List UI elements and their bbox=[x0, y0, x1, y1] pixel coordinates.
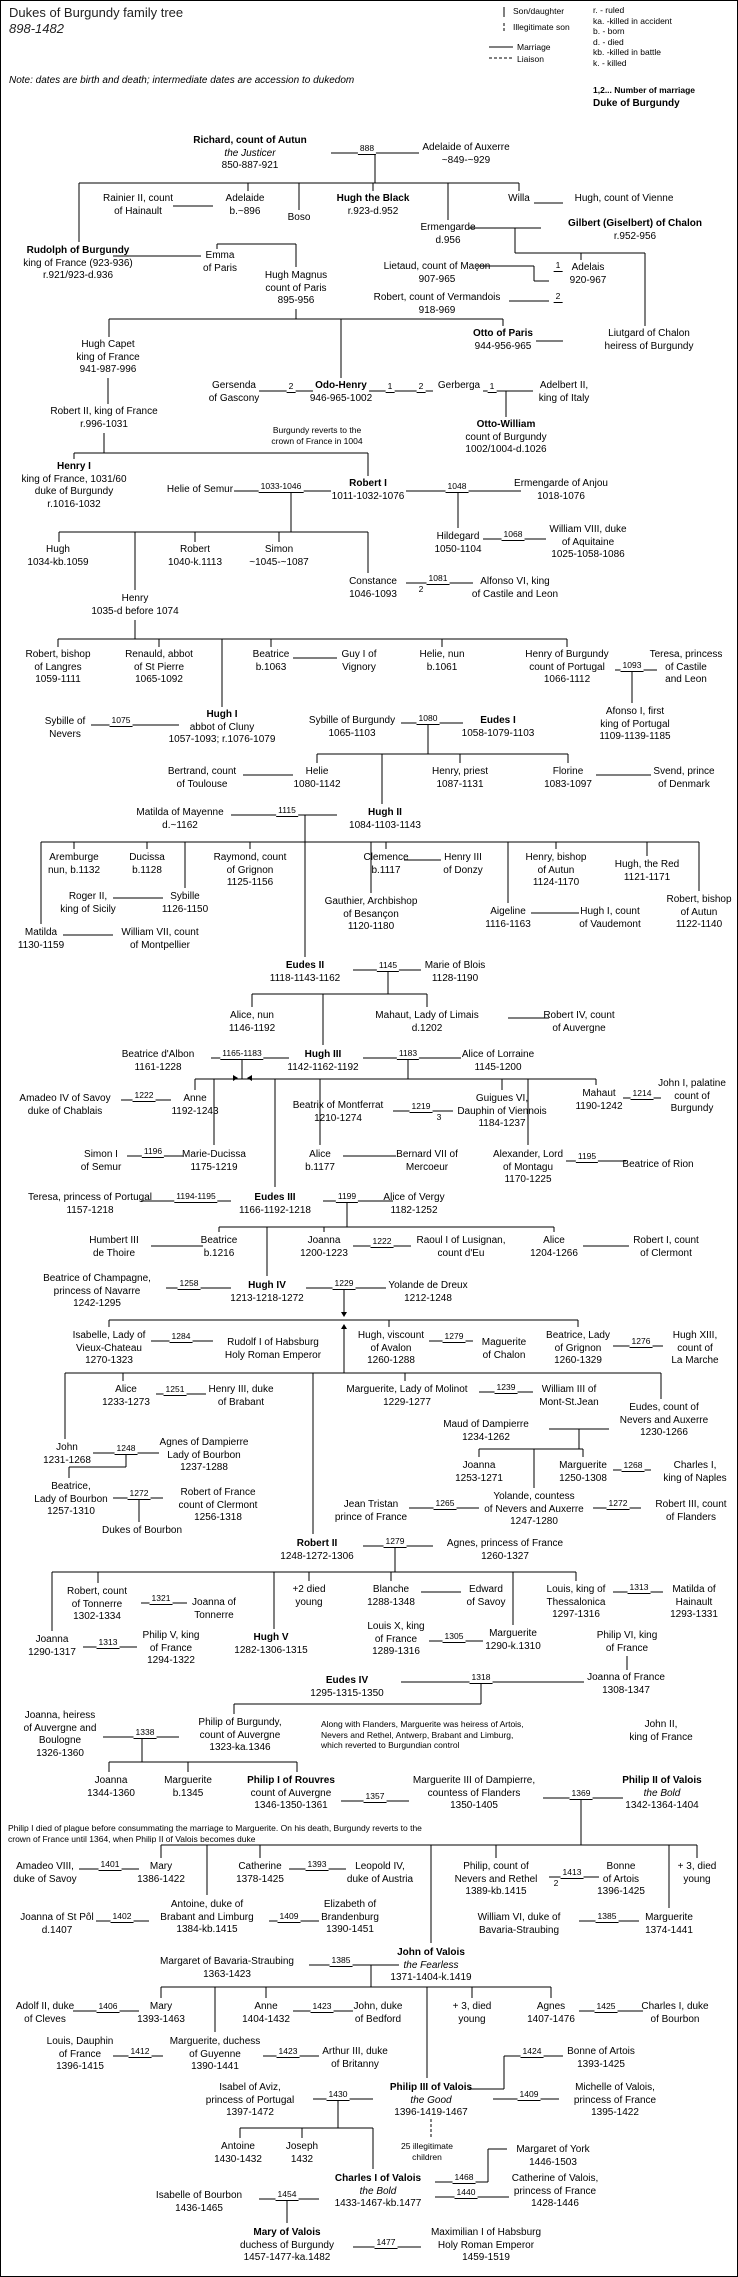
legend-abbrev: r. - ruled ka. -killed in accident b. - born d. - died kb. -killed in battle k. - killed bbox=[593, 5, 672, 68]
marriage-year-label: 1165-1183 bbox=[222, 1048, 262, 1058]
robert-bishop-langres: Robert, bishop of Langres 1059-1111 bbox=[25, 649, 91, 685]
marriage-year-label: 888 bbox=[359, 143, 375, 153]
marriage-year-label: 1222 bbox=[134, 1090, 154, 1100]
gauthier: Gauthier, Archbishop of Besançon 1120-1180 bbox=[324, 896, 418, 932]
rudolf-habsburg: Rudolf I of Habsburg Holy Roman Emperor bbox=[224, 1337, 322, 1361]
margaret-of-york: Margaret of York 1446-1503 bbox=[516, 2144, 590, 2168]
henry-1035: Henry 1035-d before 1074 bbox=[91, 593, 179, 617]
gilbert-of-chalon: Gilbert (Giselbert) of Chalon r.952-956 bbox=[568, 218, 702, 242]
matilda-of-mayenne: Matilda of Mayenne d.~1162 bbox=[136, 807, 224, 831]
philip-i-rouvres: Philip I of Rouvres count of Auvergne 1346-1350-1361 bbox=[247, 1775, 335, 1811]
hugh-ii: Hugh II 1084-1103-1143 bbox=[349, 807, 421, 831]
marriage-year-label: 1406 bbox=[98, 2001, 118, 2011]
marriage-year-label: 2 bbox=[418, 584, 424, 594]
boso: Boso bbox=[287, 212, 311, 223]
marriage-year-label: 1214 bbox=[632, 1088, 652, 1098]
legend-number-of-marriage: 1,2... Number of marriage bbox=[593, 85, 696, 95]
louis-thessalonica: Louis, king of Thessalonica 1297-1316 bbox=[546, 1584, 606, 1620]
plus3-died-young-b: + 3, died young bbox=[452, 2001, 492, 2025]
henry-iii-donzy: Henry III of Donzy bbox=[443, 852, 483, 876]
robert-i-clermont: Robert I, count of Clermont bbox=[633, 1235, 699, 1259]
rainier-ii: Rainier II, count of Hainault bbox=[102, 193, 174, 217]
john-of-valois: John of Valois the Fearless 1371-1404-k.1419 bbox=[390, 1947, 472, 1983]
page-title: Dukes of Burgundy family tree bbox=[9, 5, 184, 20]
robert-vermandois: Robert, count of Vermandois 918-969 bbox=[373, 292, 501, 316]
afonso-i: Afonso I, first king of Portugal 1109-1139-1185 bbox=[599, 706, 671, 742]
marriage-year-label: 1075 bbox=[111, 715, 131, 725]
marriage-year-label: 1115 bbox=[278, 805, 296, 815]
marriage-year-label: 1477 bbox=[376, 2237, 396, 2247]
alice-1233: Alice 1233-1273 bbox=[102, 1384, 150, 1408]
willa: Willa bbox=[508, 193, 530, 204]
marriage-year-label: 1 bbox=[489, 381, 495, 391]
marriage-year-label: 1048 bbox=[447, 481, 467, 491]
marriage-year-label: 1321 bbox=[151, 1593, 171, 1603]
marriage-year-label: 1265 bbox=[435, 1498, 455, 1508]
robert-bishop-autun: Robert, bishop of Autun 1122-1140 bbox=[666, 894, 732, 930]
joseph-1432: Joseph 1432 bbox=[285, 2141, 319, 2165]
marriage-year-label: 1068 bbox=[503, 529, 523, 539]
anne-1192: Anne 1192-1243 bbox=[171, 1093, 219, 1117]
hugh-magnus: Hugh Magnus count of Paris 895-956 bbox=[264, 270, 328, 306]
isabelle-vieux-chateau: Isabelle, Lady of Vieux-Chateau 1270-1323 bbox=[72, 1330, 146, 1366]
mahaut-limais: Mahaut, Lady of Limais d.1202 bbox=[375, 1010, 479, 1034]
louis-dauphin: Louis, Dauphin of France 1396-1415 bbox=[46, 2036, 114, 2072]
maximilian-i: Maximilian I of Habsburg Holy Roman Emperor 1459-1519 bbox=[430, 2227, 542, 2263]
footnote-dates: Note: dates are birth and death; intermediate dates are accession to dukedom bbox=[9, 75, 355, 86]
philip-iii-valois: Philip III of Valois the Good 1396-1419-1467 bbox=[389, 2082, 473, 2118]
marriage-year-label: 1357 bbox=[365, 1791, 385, 1801]
lietaud: Lietaud, count of Maçon 907-965 bbox=[383, 261, 491, 285]
robert-iv-auvergne: Robert IV, count of Auvergne bbox=[543, 1010, 615, 1034]
charles-i-bourbon: Charles I, duke of Bourbon bbox=[641, 2001, 709, 2025]
liutgard-of-chalon: Liutgard of Chalon heiress of Burgundy bbox=[604, 328, 694, 352]
joanna-1200: Joanna 1200-1223 bbox=[300, 1235, 348, 1259]
marriage-year-label: 1239 bbox=[496, 1382, 516, 1392]
ermengarde-d956: Ermengarde d.956 bbox=[420, 222, 476, 246]
marriage-year-label: 1313 bbox=[98, 1637, 118, 1647]
amadeo-iv-savoy: Amadeo IV of Savoy duke of Chablais bbox=[19, 1093, 111, 1117]
leopold-iv: Leopold IV, duke of Austria bbox=[346, 1861, 414, 1885]
joanna-1344: Joanna 1344-1360 bbox=[87, 1775, 135, 1799]
mahaut-1190: Mahaut 1190-1242 bbox=[575, 1088, 623, 1112]
marguerite-1250: Marguerite 1250-1308 bbox=[559, 1460, 607, 1484]
marriage-year-label: 2 bbox=[288, 381, 294, 391]
marriage-year-label: 1423 bbox=[312, 2001, 332, 2011]
william-viii: William VIII, duke of Aquitaine 1025-1058-1086 bbox=[549, 524, 627, 560]
alice-1204: Alice 1204-1266 bbox=[530, 1235, 578, 1259]
marriage-year-label: 3 bbox=[436, 1112, 442, 1122]
joanna-of-st-pol: Joanna of St Pôl d.1407 bbox=[20, 1912, 94, 1936]
marriage-year-label: 1409 bbox=[519, 2089, 539, 2099]
aigeline: Aigeline 1116-1163 bbox=[485, 906, 531, 930]
alice-nun: Alice, nun 1146-1192 bbox=[228, 1010, 276, 1034]
marriage-year-label: 1 bbox=[555, 260, 561, 270]
michelle-of-valois: Michelle of Valois, princess of France 1395-1422 bbox=[573, 2082, 657, 2118]
john-1231: John 1231-1268 bbox=[43, 1442, 91, 1466]
joanna-of-tonnerre: Joanna of Tonnerre bbox=[192, 1597, 236, 1621]
marriage-year-label: 1183 bbox=[398, 1048, 418, 1058]
marriage-year-label: 1338 bbox=[135, 1727, 155, 1737]
elizabeth-brandenburg: Elizabeth of Brandenburg 1390-1451 bbox=[321, 1899, 379, 1935]
bonne-of-artois-1393: Bonne of Artois 1393-1425 bbox=[567, 2046, 635, 2070]
eudes-iii: Eudes III 1166-1192-1218 bbox=[239, 1192, 311, 1216]
marie-ducissa: Marie-Ducissa 1175-1219 bbox=[182, 1149, 246, 1173]
alice-of-vergy: Alice of Vergy 1182-1252 bbox=[383, 1192, 445, 1216]
rudolph-of-burgundy: Rudolph of Burgundy king of France (923-936) r.921/923-d.936 bbox=[23, 245, 133, 281]
marriage-year-label: 1199 bbox=[337, 1191, 357, 1201]
dukes-of-bourbon: Dukes of Bourbon bbox=[101, 1525, 183, 1536]
marriage-year-label: 1401 bbox=[100, 1859, 120, 1869]
charles-i-naples: Charles I, king of Naples bbox=[663, 1460, 727, 1484]
ducissa: Ducissa b.1128 bbox=[129, 852, 165, 876]
beatrice-champagne: Beatrice of Champagne, princess of Navarre 1242-1295 bbox=[43, 1273, 151, 1309]
marriage-year-label: 1194-1195 bbox=[176, 1191, 216, 1201]
marriage-year-label: 1272 bbox=[608, 1498, 628, 1508]
renauld-abbot: Renauld, abbot of St Pierre 1065-1092 bbox=[125, 649, 193, 685]
helie-of-semur: Helie of Semur bbox=[166, 484, 234, 495]
helie-nun: Helie, nun b.1061 bbox=[419, 649, 465, 673]
marriage-year-label: 1412 bbox=[130, 2046, 150, 2056]
marriage-year-label: 1385 bbox=[597, 1911, 617, 1921]
plus3-died-young-a: + 3, died young bbox=[677, 1861, 717, 1885]
joanna-1253: Joanna 1253-1271 bbox=[455, 1460, 503, 1484]
hugh-count-vienne: Hugh, count of Vienne bbox=[574, 193, 674, 204]
mary-1393: Mary 1393-1463 bbox=[137, 2001, 185, 2025]
richard-count-autun: Richard, count of Autun the Justicer 850-887-921 bbox=[193, 135, 307, 171]
robert-iii-flanders: Robert III, count of Flanders bbox=[655, 1499, 727, 1523]
marriage-year-label: 1033-1046 bbox=[260, 481, 302, 491]
marriage-year-label: 1313 bbox=[629, 1582, 649, 1592]
william-iii-mont-st-jean: William III of Mont-St.Jean bbox=[539, 1384, 599, 1408]
hugh-iii: Hugh III 1142-1162-1192 bbox=[287, 1049, 359, 1073]
marriage-year-label: 1195 bbox=[577, 1151, 597, 1161]
hugh-i-vaudemont: Hugh I, count of Vaudemont bbox=[579, 906, 641, 930]
robert-ii: Robert II 1248-1272-1306 bbox=[280, 1538, 354, 1562]
william-vi-bavaria: William VI, duke of Bavaria-Straubing bbox=[477, 1912, 561, 1936]
marriage-year-label: 1248 bbox=[116, 1443, 136, 1453]
marriage-year-label: 1423 bbox=[278, 2046, 298, 2056]
marriage-year-label: 2 bbox=[553, 1878, 559, 1888]
marriage-year-label: 1272 bbox=[129, 1488, 149, 1498]
simon-i-semur: Simon I of Semur bbox=[80, 1149, 122, 1173]
marriage-year-label: 1440 bbox=[456, 2187, 476, 2197]
guy-i-vignory: Guy I of Vignory bbox=[341, 649, 377, 673]
beatrice-b1063: Beatrice b.1063 bbox=[252, 649, 290, 673]
marriage-year-label: 1093 bbox=[622, 660, 642, 670]
bonne-of-artois-1396: Bonne of Artois 1396-1425 bbox=[597, 1861, 645, 1897]
charles-i-valois: Charles I of Valois the Bold 1433-1467-kb.1477 bbox=[334, 2173, 422, 2209]
beatrice-b1216: Beatrice b.1216 bbox=[200, 1235, 238, 1259]
legend-marriage: Marriage bbox=[517, 42, 551, 52]
marriage-year-label: 1268 bbox=[623, 1460, 643, 1470]
florine: Florine 1083-1097 bbox=[544, 766, 592, 790]
hugh-kb1059: Hugh 1034-kb.1059 bbox=[27, 544, 89, 568]
marguerite-guyenne: Marguerite, duchess of Guyenne 1390-1441 bbox=[169, 2036, 261, 2072]
bertrand-toulouse: Bertrand, count of Toulouse bbox=[167, 766, 237, 790]
henry-priest: Henry, priest 1087-1131 bbox=[432, 766, 488, 790]
clemence: Clemence b.1117 bbox=[363, 852, 409, 876]
marriage-year-label: 1276 bbox=[631, 1336, 651, 1346]
mary-1386: Mary 1386-1422 bbox=[137, 1861, 185, 1885]
maud-of-dampierre: Maud of Dampierre 1234-1262 bbox=[443, 1419, 529, 1443]
marriage-year-label: 1413 bbox=[562, 1867, 582, 1877]
marriage-year-label: 1279 bbox=[444, 1331, 464, 1341]
marriage-year-label: 1305 bbox=[444, 1631, 464, 1641]
bernard-vii: Bernard VII of Mercoeur bbox=[396, 1149, 458, 1173]
matilda-of-hainault: Matilda of Hainault 1293-1331 bbox=[670, 1584, 718, 1620]
marriage-year-label: 1468 bbox=[454, 2172, 474, 2182]
teresa-of-portugal: Teresa, princess of Portugal 1157-1218 bbox=[28, 1192, 152, 1216]
philip-ii-valois: Philip II of Valois the Bold 1342-1364-1404 bbox=[622, 1775, 702, 1811]
marriage-year-label: 1219 bbox=[411, 1101, 431, 1111]
marguerite-1374: Marguerite 1374-1441 bbox=[645, 1912, 693, 1936]
marriage-year-label: 1145 bbox=[378, 960, 398, 970]
philip-vi: Philip VI, king of France bbox=[596, 1630, 658, 1654]
odo-henry: Odo-Henry 946-965-1002 bbox=[309, 380, 373, 404]
adelbert-ii: Adelbert II, king of Italy bbox=[538, 380, 590, 404]
adelaide-b896: Adelaide b.~896 bbox=[225, 193, 265, 217]
marriage-year-label: 1385 bbox=[331, 1955, 351, 1965]
marriage-year-label: 1251 bbox=[165, 1384, 185, 1394]
hugh-iv: Hugh IV 1213-1218-1272 bbox=[230, 1280, 304, 1304]
agnes-of-france: Agnes, princess of France 1260-1327 bbox=[446, 1538, 564, 1562]
john-ii-france: John II, king of France bbox=[629, 1719, 693, 1743]
marriage-year-label: 1196 bbox=[143, 1146, 163, 1156]
roger-ii-sicily: Roger II, king of Sicily bbox=[60, 891, 116, 915]
catherine-of-valois: Catherine of Valois, princess of France 1428-1446 bbox=[511, 2173, 599, 2209]
philip-v: Philip V, king of France 1294-1322 bbox=[142, 1630, 200, 1666]
alice-b1177: Alice b.1177 bbox=[305, 1149, 335, 1173]
hugh-the-black: Hugh the Black r.923-d.952 bbox=[336, 193, 410, 217]
sybille-of-nevers: Sybille of Nevers bbox=[44, 716, 86, 740]
marriage-year-label: 1393 bbox=[307, 1859, 327, 1869]
adolf-ii-cleves: Adolf II, duke of Cleves bbox=[15, 2001, 75, 2025]
sybille-of-burgundy: Sybille of Burgundy 1065-1103 bbox=[308, 715, 396, 739]
eudes-ii: Eudes II 1118-1143-1162 bbox=[269, 960, 341, 984]
marriage-year-label: 1284 bbox=[171, 1331, 191, 1341]
philip-of-burgundy: Philip of Burgundy, count of Auvergne 1323-ka.1346 bbox=[198, 1717, 282, 1753]
marguerite-molinot: Marguerite, Lady of Molinot 1229-1277 bbox=[346, 1384, 468, 1408]
margaret-bavaria-straubing: Margaret of Bavaria-Straubing 1363-1423 bbox=[160, 1956, 294, 1980]
agnes-of-dampierre: Agnes of Dampierre Lady of Bourbon 1237-1288 bbox=[159, 1437, 249, 1473]
raoul-lusignan: Raoul I of Lusignan, count d'Eu bbox=[416, 1235, 506, 1259]
louis-x: Louis X, king of France 1289-1316 bbox=[367, 1621, 425, 1657]
amadeo-viii: Amadeo VIII, duke of Savoy bbox=[13, 1861, 77, 1885]
marriage-year-label: 2 bbox=[418, 381, 424, 391]
marguerite-1290: Marguerite 1290-k.1310 bbox=[485, 1628, 541, 1652]
marriage-year-label: 1409 bbox=[279, 1911, 299, 1921]
page-subtitle: 898-1482 bbox=[9, 21, 64, 36]
arthur-iii-britanny: Arthur III, duke of Britanny bbox=[322, 2046, 388, 2070]
illegitimate-children: 25 illegitimate children bbox=[401, 2141, 453, 2162]
william-vii: William VII, count of Montpellier bbox=[121, 927, 199, 951]
marguerite-b1345: Marguerite b.1345 bbox=[164, 1775, 212, 1799]
flanders-note: Along with Flanders, Marguerite was heiress of Artois, Nevers and Rethel, Antwerp, Brabant and Limburg, which reverted to Burgundian control bbox=[321, 1719, 524, 1750]
marriage-year-label: 1 bbox=[387, 381, 393, 391]
beatrice-dalbon: Beatrice d'Albon 1161-1228 bbox=[121, 1049, 195, 1073]
marriage-year-label: 1080 bbox=[418, 713, 438, 723]
alexander-montagu: Alexander, Lord of Montagu 1170-1225 bbox=[492, 1149, 564, 1185]
jean-tristan: Jean Tristan prince of France bbox=[334, 1499, 408, 1523]
hugh-avalon: Hugh, viscount of Avalon 1260-1288 bbox=[357, 1330, 425, 1366]
hugh-i: Hugh I abbot of Cluny 1057-1093; r.1076-1079 bbox=[168, 709, 276, 745]
legend-son-daughter: Son/daughter bbox=[513, 6, 565, 16]
philip-nevers-rethel: Philip, count of Nevers and Rethel 1389-kb.1415 bbox=[454, 1861, 538, 1897]
john-i-palatine: John I, palatine count of Burgundy bbox=[658, 1078, 726, 1114]
marriage-year-label: 1454 bbox=[277, 2189, 297, 2199]
robert-k1113: Robert 1040-k.1113 bbox=[167, 544, 223, 568]
beatrice-of-rion: Beatrice of Rion bbox=[622, 1159, 694, 1170]
aremburge: Aremburge nun, b.1132 bbox=[47, 852, 101, 876]
robert-ii-france: Robert II, king of France r.996-1031 bbox=[50, 406, 158, 430]
mary-of-valois: Mary of Valois duchess of Burgundy 1457-1477-ka.1482 bbox=[240, 2227, 334, 2263]
constance: Constance 1046-1093 bbox=[349, 576, 397, 600]
joanna-1290: Joanna 1290-1317 bbox=[28, 1634, 76, 1658]
alfonso-vi: Alfonso VI, king of Castile and Leon bbox=[471, 576, 559, 600]
gersenda: Gersenda of Gascony bbox=[208, 380, 260, 404]
otto-of-paris: Otto of Paris 944-956-965 bbox=[472, 328, 534, 352]
maguerite-of-chalon: Maguerite of Chalon bbox=[481, 1337, 527, 1361]
svend: Svend, prince of Denmark bbox=[653, 766, 715, 790]
hugh-xiii: Hugh XIII, count of La Marche bbox=[671, 1330, 719, 1366]
yolande-de-dreux: Yolande de Dreux 1212-1248 bbox=[388, 1280, 468, 1304]
hildegard: Hildegard 1050-1104 bbox=[434, 531, 482, 555]
eudes-nevers-auxerre: Eudes, count of Nevers and Auxerre 1230-1266 bbox=[619, 1402, 709, 1438]
hugh-capet: Hugh Capet king of France 941-987-996 bbox=[76, 339, 140, 375]
marriage-year-label: 1425 bbox=[596, 2001, 616, 2011]
sybille-1126: Sybille 1126-1150 bbox=[161, 891, 209, 915]
edward-of-savoy: Edward of Savoy bbox=[466, 1584, 506, 1608]
eudes-iv: Eudes IV 1295-1315-1350 bbox=[310, 1675, 384, 1699]
marriage-year-label: 1258 bbox=[179, 1278, 199, 1288]
marriage-year-label: 1081 bbox=[428, 573, 448, 583]
catherine-1378: Catherine 1378-1425 bbox=[236, 1861, 284, 1885]
marriage-year-label: 1318 bbox=[471, 1672, 491, 1682]
emma-of-paris: Emma of Paris bbox=[203, 250, 237, 274]
plague-note: Philip I died of plague before consummating the marriage to Marguerite. On his death, Burgundy reverts to the crown of France until 1364, when Philip II of Valois becomes duke bbox=[8, 1823, 422, 1844]
legend-duke-bold: Duke of Burgundy bbox=[593, 98, 680, 109]
marriage-year-label: 1222 bbox=[372, 1236, 392, 1246]
marriage-year-label: 1229 bbox=[334, 1278, 354, 1288]
isabelle-of-bourbon: Isabelle of Bourbon 1436-1465 bbox=[155, 2190, 243, 2214]
legend-liaison: Liaison bbox=[517, 54, 544, 64]
simon-1045: Simon ~1045-~1087 bbox=[249, 544, 309, 568]
alice-of-lorraine: Alice of Lorraine 1145-1200 bbox=[461, 1049, 535, 1073]
marriage-year-label: 1430 bbox=[328, 2089, 348, 2099]
antoine-brabant: Antoine, duke of Brabant and Limburg 1384-kb.1415 bbox=[160, 1899, 254, 1935]
gerberga: Gerberga bbox=[437, 380, 481, 391]
robert-france-clermont: Robert of France count of Clermont 1256-1318 bbox=[178, 1487, 258, 1523]
legend-illegitimate-son: Illegitimate son bbox=[513, 22, 570, 32]
helie-1080: Helie 1080-1142 bbox=[293, 766, 341, 790]
marriage-year-label: 1369 bbox=[571, 1788, 591, 1798]
robert-i: Robert I 1011-1032-1076 bbox=[331, 478, 405, 502]
guigues-vi: Guigues VI, Dauphin of Viennois 1184-1237 bbox=[457, 1093, 547, 1129]
henry-iii-brabant: Henry III, duke of Brabant bbox=[208, 1384, 274, 1408]
raymond-grignon: Raymond, count of Grignon 1125-1156 bbox=[213, 852, 287, 888]
beatrix-montferrat: Beatrix of Montferrat 1210-1274 bbox=[292, 1100, 384, 1124]
marie-of-blois: Marie of Blois 1128-1190 bbox=[424, 960, 486, 984]
marriage-year-label: 1424 bbox=[522, 2046, 542, 2056]
yolande-nevers: Yolande, countess of Nevers and Auxerre 1247-1280 bbox=[484, 1491, 584, 1527]
beatrice-grignon: Beatrice, Lady of Grignon 1260-1329 bbox=[546, 1330, 610, 1366]
anne-1404: Anne 1404-1432 bbox=[242, 2001, 290, 2025]
robert-tonnerre: Robert, count of Tonnerre 1302-1334 bbox=[66, 1586, 128, 1622]
hugh-v: Hugh V 1282-1306-1315 bbox=[234, 1632, 308, 1656]
marriage-year-label: 2 bbox=[555, 291, 561, 301]
otto-william: Otto-William count of Burgundy 1002/1004-d.1026 bbox=[465, 419, 547, 455]
henry-i: Henry I king of France, 1031/60 duke of Burgundy r.1016-1032 bbox=[21, 461, 127, 510]
hugh-the-red: Hugh, the Red 1121-1171 bbox=[614, 859, 680, 883]
humbert-iii: Humbert III de Thoire bbox=[89, 1235, 139, 1259]
isabel-of-aviz: Isabel of Aviz, princess of Portugal 1397-1472 bbox=[205, 2082, 295, 2118]
reverts-note: Burgundy reverts to the crown of France in 1004 bbox=[271, 425, 363, 446]
agnes-1407: Agnes 1407-1476 bbox=[527, 2001, 575, 2025]
plus2-died-young: +2 died young bbox=[292, 1584, 326, 1608]
marguerite-iii-dampierre: Marguerite III of Dampierre, countess of Flanders 1350-1405 bbox=[412, 1775, 536, 1811]
adelaide-of-auxerre: Adelaide of Auxerre ~849-~929 bbox=[422, 142, 510, 166]
john-duke-bedford: John, duke of Bedford bbox=[353, 2001, 403, 2025]
blanche: Blanche 1288-1348 bbox=[367, 1584, 415, 1608]
adelais: Adelais 920-967 bbox=[569, 262, 607, 286]
joanna-heiress-auvergne: Joanna, heiress of Auvergne and Boulogne 1326-1360 bbox=[23, 1710, 97, 1759]
joanna-of-france: Joanna of France 1308-1347 bbox=[587, 1672, 665, 1696]
henry-bishop-autun: Henry, bishop of Autun 1124-1170 bbox=[525, 852, 587, 888]
teresa-of-castile: Teresa, princess of Castile and Leon bbox=[649, 649, 723, 685]
eudes-i: Eudes I 1058-1079-1103 bbox=[461, 715, 535, 739]
matilda-1130: Matilda 1130-1159 bbox=[17, 927, 65, 951]
henry-of-portugal: Henry of Burgundy count of Portugal 1066-1112 bbox=[525, 649, 609, 685]
beatrice-lady-bourbon: Beatrice, Lady of Bourbon 1257-1310 bbox=[34, 1481, 108, 1517]
antoine-1430: Antoine 1430-1432 bbox=[214, 2141, 262, 2165]
marriage-year-label: 1279 bbox=[385, 1536, 405, 1546]
marriage-year-label: 1402 bbox=[112, 1911, 132, 1921]
ermengarde-of-anjou: Ermengarde of Anjou 1018-1076 bbox=[514, 478, 608, 502]
